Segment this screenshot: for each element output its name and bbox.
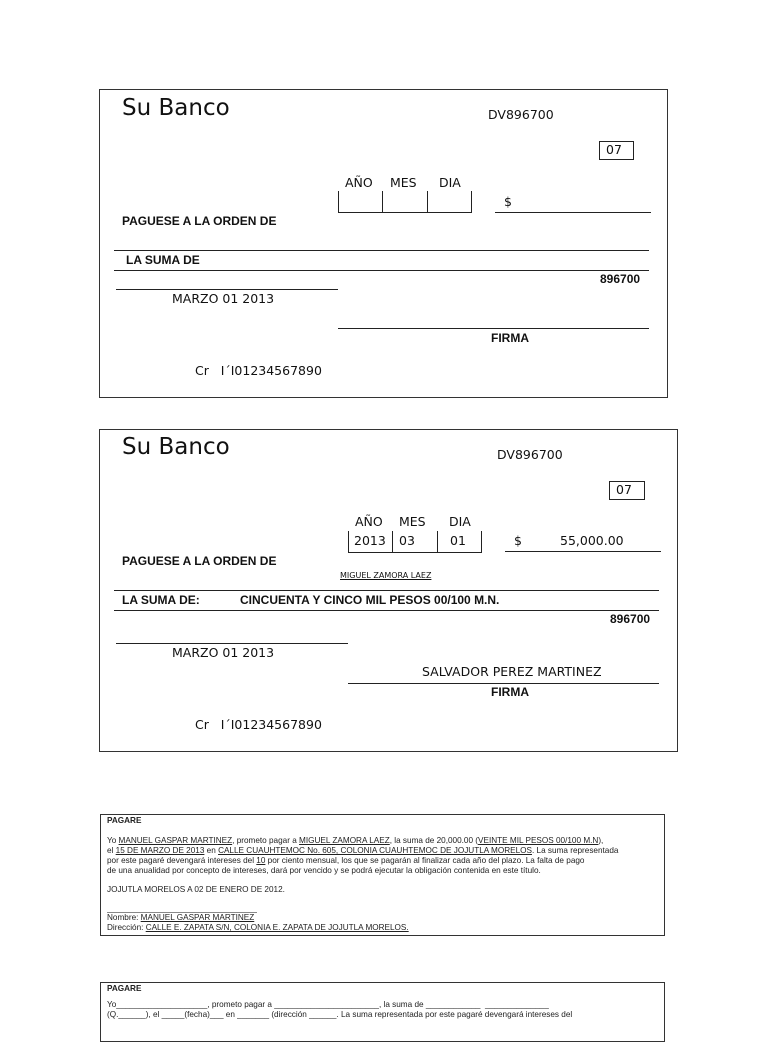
micr-line: Cr I´I01234567890	[195, 717, 322, 732]
header-month: MES	[399, 514, 426, 529]
debtor-name: MANUEL GASPAR MARTINEZ	[118, 836, 233, 845]
cheque-number-box: 07	[599, 141, 634, 160]
payee-line	[114, 250, 649, 251]
date-line	[116, 643, 348, 644]
address-label: Dirección:	[107, 923, 146, 932]
promissory-note-blank	[100, 982, 665, 1042]
cheque-date: MARZO 01 2013	[172, 645, 275, 660]
amount-words-line	[114, 610, 659, 611]
note-paragraph	[107, 836, 658, 876]
payment-address: CALLE CUAUHTEMOC No. 605, COLONIA CUAUHTEMOC DE JOJUTLA MORELOS	[218, 846, 532, 855]
signature-label: FIRMA	[491, 331, 529, 345]
date-divider	[481, 531, 482, 552]
bank-name: Su Banco	[122, 95, 230, 121]
amount-line	[495, 212, 651, 213]
note-line: (Q.______), el _____(fecha)___ en _______ (dirección ______. La suma representada por este pagaré devengará intereses del	[107, 1010, 573, 1019]
note-line: Yo____________________, prometo pagar a _______________________, la suma de ____________ ______________	[107, 1000, 549, 1009]
date-underline	[338, 212, 472, 213]
date-divider	[437, 531, 438, 552]
signature-label: FIRMA	[491, 685, 529, 699]
micr-line: Cr I´I01234567890	[195, 363, 322, 378]
amount-words-line	[114, 270, 649, 271]
account-number: 896700	[610, 612, 651, 626]
header-day: DIA	[439, 175, 461, 190]
header-month: MES	[390, 175, 417, 190]
note-text: Yo	[107, 836, 119, 845]
cheque-serial: DV896700	[497, 447, 563, 462]
signature-line	[338, 328, 649, 329]
note-text: en	[204, 846, 219, 855]
note-text: por ciento mensual, los que se pagarán al finalizar cada año del plazo. La falta de pago	[265, 856, 585, 865]
cheque-serial: DV896700	[488, 107, 554, 122]
amount-label: LA SUMA DE	[126, 253, 200, 267]
account-number: 896700	[600, 272, 641, 286]
header-year: AÑO	[345, 175, 373, 190]
currency-symbol: $	[504, 194, 512, 209]
name-value: MANUEL GASPAR MARTINEZ	[140, 913, 255, 922]
date-month-value: 03	[399, 533, 415, 548]
date-line	[116, 289, 338, 290]
bank-name: Su Banco	[122, 434, 230, 460]
signature-line	[107, 912, 257, 913]
date-divider	[348, 531, 349, 552]
cheque-date: MARZO 01 2013	[172, 291, 275, 306]
debtor-name-row	[107, 913, 658, 923]
date-year-value: 2013	[354, 533, 386, 548]
debtor-address-row	[107, 923, 658, 933]
date-divider	[471, 191, 472, 212]
date-day-value: 01	[450, 533, 466, 548]
payee-name: MIGUEL ZAMORA LAEZ	[340, 571, 432, 580]
signature-line	[348, 683, 659, 684]
currency-symbol: $	[514, 533, 522, 548]
interest-rate: 10	[256, 856, 266, 865]
amount-line	[505, 551, 661, 552]
name-label: Nombre:	[107, 913, 141, 922]
note-title: PAGARE	[107, 984, 142, 993]
date-divider	[427, 191, 428, 212]
payee-line	[114, 590, 659, 591]
payee-label: PAGUESE A LA ORDEN DE	[122, 554, 277, 568]
amount-words: CINCUENTA Y CINCO MIL PESOS 00/100 M.N.	[240, 593, 500, 607]
note-title: PAGARE	[107, 816, 142, 825]
header-year: AÑO	[355, 514, 383, 529]
date-divider	[338, 191, 339, 212]
date-divider	[382, 191, 383, 212]
signer-name: SALVADOR PEREZ MARTINEZ	[422, 664, 602, 679]
date-divider	[392, 531, 393, 552]
amount-label: LA SUMA DE:	[122, 593, 200, 607]
address-value: CALLE E. ZAPATA S/N, COLONIA E. ZAPATA DE JOJUTLA MORELOS.	[145, 923, 409, 932]
note-text: , prometo pagar a	[232, 836, 300, 845]
cheque-blank	[99, 89, 668, 398]
header-day: DIA	[449, 514, 471, 529]
due-date: 15 DE MARZO DE 2013	[115, 846, 205, 855]
creditor-name: MIGUEL ZAMORA LAEZ	[299, 836, 390, 845]
promissory-note-filled	[100, 814, 665, 936]
amount-number: 55,000.00	[560, 533, 624, 548]
cheque-filled	[99, 429, 678, 752]
amount-words: VEINTE MIL PESOS 00/100 M.N	[478, 836, 599, 845]
note-text: ),	[598, 836, 604, 845]
note-text: de una anualidad por concepto de intereses, dará por vencido y se podrá ejecutar la obligación contenida en este título.	[107, 866, 541, 875]
cheque-number-box: 07	[609, 481, 645, 500]
payee-label: PAGUESE A LA ORDEN DE	[122, 214, 277, 228]
note-text: , la suma de 20,000.00 (	[389, 836, 479, 845]
place-date: JOJUTLA MORELOS A 02 DE ENERO DE 2012.	[107, 885, 285, 894]
note-text: por este pagaré devengará intereses del	[107, 856, 257, 865]
note-text: . La suma representada	[531, 846, 619, 855]
date-underline	[348, 552, 482, 553]
note-text: el	[107, 846, 116, 855]
